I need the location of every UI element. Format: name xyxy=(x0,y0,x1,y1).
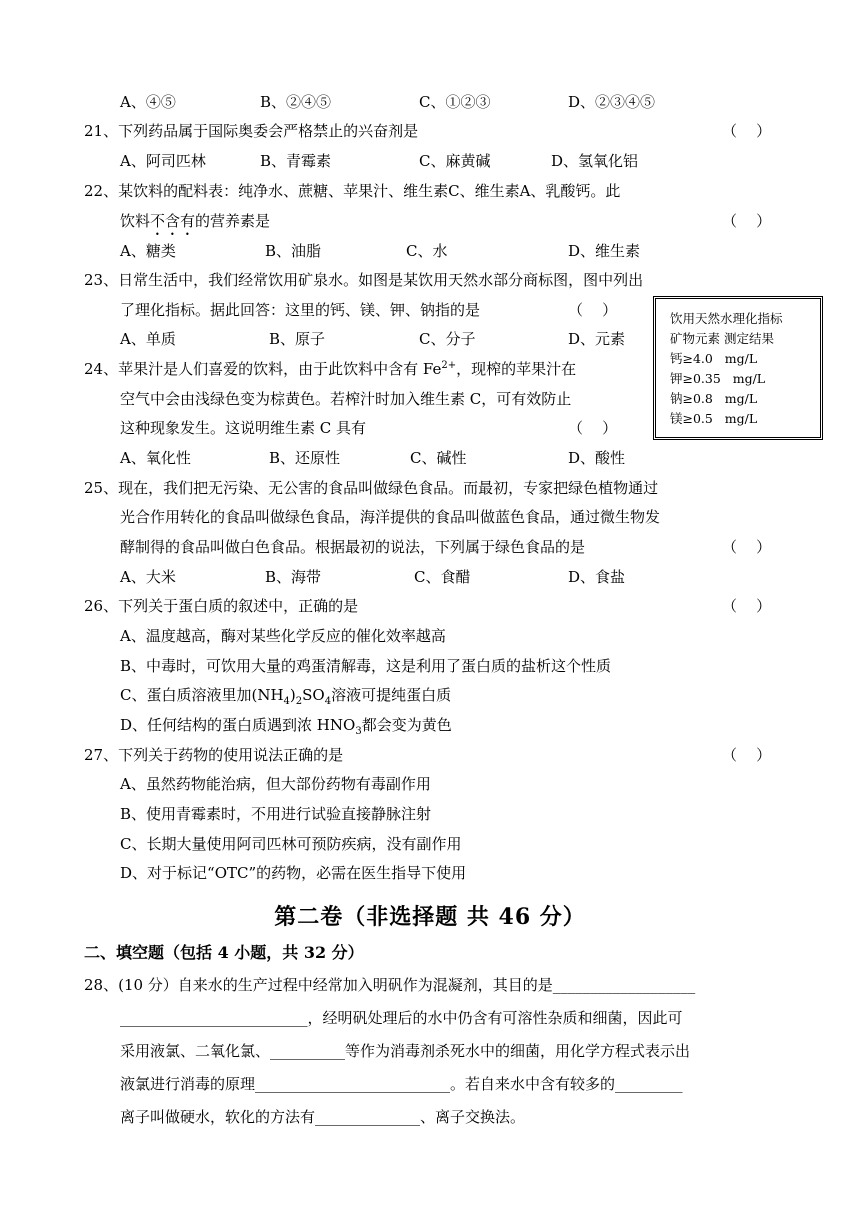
q26-stem: 26、下列关于蛋白质的叙述中，正确的是 xyxy=(84,597,359,615)
q22-option-b: B、油脂 xyxy=(265,242,322,260)
q24-stem-line3: 这种现象发生。这说明维生素 C 具有 xyxy=(120,419,367,437)
q27-option-a: A、虽然药物能治病，但大部份药物有毒副作用 xyxy=(120,775,431,793)
q24-option-c: C、碱性 xyxy=(410,449,467,467)
q26-option-c-pre: C、蛋白质溶液里加(NH xyxy=(120,686,284,704)
q20-option-d: D、②③④⑤ xyxy=(568,93,656,111)
q25-stem-line3: 酵制得的食品叫做白色食品。根据最初的说法，下列属于绿色食品的是 xyxy=(120,538,586,556)
water-label-row-magnesium: 镁≥0.5 mg/L xyxy=(670,411,758,426)
q26-option-d xyxy=(120,715,452,735)
q24-stem-pre: 24、苹果汁是人们喜爱的饮料，由于此饮料中含有 Fe xyxy=(84,360,442,378)
q25-stem-line2: 光合作用转化的食品叫做绿色食品，海洋提供的食品叫做蓝色食品，通过微生物发 xyxy=(120,508,661,526)
q28-line4: 液氯进行消毒的原理__________________________。若自来水中含有较多的_________ xyxy=(120,1075,683,1093)
q26-option-c-mid: ) xyxy=(289,686,296,704)
q20-option-b: B、②④⑤ xyxy=(260,93,332,111)
q24-option-a: A、氧化性 xyxy=(120,449,191,467)
q24-stem-line2: 空气中会由浅绿色变为棕黄色。若榨汁时加入维生素 C，可有效防止 xyxy=(120,390,572,408)
q27-option-b: B、使用青霉素时，不用进行试验直接静脉注射 xyxy=(120,805,432,823)
q28-line2: _________________________，经明矾处理后的水中仍含有可溶性杂质和细菌，因此可 xyxy=(120,1009,683,1027)
q22-option-a: A、糖类 xyxy=(120,242,176,260)
q21-option-d: D、氢氧化铝 xyxy=(551,152,639,170)
q21-answer-blank: （ ） xyxy=(722,122,772,140)
q26-option-c-so: SO xyxy=(302,686,325,704)
q26-option-d-post: 都会变为黄色 xyxy=(361,716,452,734)
q25-option-c: C、食醋 xyxy=(414,568,471,586)
q26-option-c-post: 溶液可提纯蛋白质 xyxy=(331,686,452,704)
q27-answer-blank: （ ） xyxy=(722,746,772,764)
q21-stem: 21、下列药品属于国际奥委会严格禁止的兴奋剂是 xyxy=(84,122,419,140)
q20-option-a: A、④⑤ xyxy=(120,93,176,111)
q25-option-a: A、大米 xyxy=(120,568,176,586)
q22-stem-line2 xyxy=(120,211,270,239)
q27-option-d: D、对于标记“OTC”的药物，必需在医生指导下使用 xyxy=(120,864,467,882)
q22-emphasis: 不含有 xyxy=(150,212,196,230)
q26-option-b: B、中毒时，可饮用大量的鸡蛋清解毒，这是利用了蛋白质的盐析这个性质 xyxy=(120,657,612,675)
q26-option-c-sub1: 4 xyxy=(283,696,290,707)
water-label-row-calcium: 钙≥4.0 mg/L xyxy=(670,351,758,366)
q22-answer-blank: （ ） xyxy=(722,212,772,230)
section2-title: 第二卷（非选择题 共 46 分） xyxy=(274,904,586,930)
q22-stem-line1: 22、某饮料的配料表：纯净水、蔗糖、苹果汁、维生素C、维生素A、乳酸钙。此 xyxy=(84,182,621,200)
q25-option-d: D、食盐 xyxy=(568,568,626,586)
q21-option-a: A、阿司匹林 xyxy=(120,152,206,170)
q27-stem: 27、下列关于药物的使用说法正确的是 xyxy=(84,746,344,764)
q25-stem-line1: 25、现在，我们把无污染、无公害的食品叫做绿色食品。而最初，专家把绿色植物通过 xyxy=(84,479,659,497)
water-label-title: 饮用天然水理化指标 xyxy=(670,311,783,326)
water-label-header: 矿物元素 测定结果 xyxy=(670,331,774,346)
q23-stem-line2: 了理化指标。据此回答：这里的钙、镁、钾、钠指的是 xyxy=(120,301,481,319)
q28-line1: 28、(10 分）自来水的生产过程中经常加入明矾作为混凝剂，其目的是___________________ xyxy=(84,976,696,994)
q26-answer-blank: （ ） xyxy=(722,597,772,615)
q26-option-c-sub2: 2 xyxy=(295,696,303,707)
q24-stem-line1 xyxy=(84,359,576,379)
q22-option-d: D、维生素 xyxy=(568,242,641,260)
q24-fe-charge: 2+ xyxy=(441,360,457,371)
q27-option-c: C、长期大量使用阿司匹林可预防疾病，没有副作用 xyxy=(120,835,462,853)
q23-option-b: B、原子 xyxy=(269,330,326,348)
q28-line5: 离子叫做硬水，软化的方法有______________、离子交换法。 xyxy=(120,1108,526,1126)
q23-option-a: A、单质 xyxy=(120,330,176,348)
q23-option-d: D、元素 xyxy=(568,330,626,348)
q24-option-b: B、还原性 xyxy=(269,449,341,467)
q24-option-d: D、酸性 xyxy=(568,449,626,467)
water-label-row-potassium: 钾≥0.35 mg/L xyxy=(670,371,766,386)
q20-option-c: C、①②③ xyxy=(419,93,491,111)
q22-option-c: C、水 xyxy=(406,242,448,260)
q22-stem-post: 的营养素是 xyxy=(195,212,271,230)
q24-stem-post: ，现榨的苹果汁在 xyxy=(456,360,577,378)
q21-option-b: B、青霉素 xyxy=(260,152,332,170)
q26-option-c xyxy=(120,685,451,705)
q23-answer-blank: （ ） xyxy=(568,301,618,319)
q26-option-d-sub: 3 xyxy=(355,726,362,737)
q28-line3: 采用液氯、二氧化氯、__________等作为消毒剂杀死水中的细菌，用化学方程式表示出 xyxy=(120,1042,691,1060)
water-label-box xyxy=(653,296,823,440)
q26-option-a: A、温度越高，酶对某些化学反应的催化效率越高 xyxy=(120,627,446,645)
q22-stem-pre: 饮料 xyxy=(120,212,151,230)
q23-stem-line1: 23、日常生活中，我们经常饮用矿泉水。如图是某饮用天然水部分商标图，图中列出 xyxy=(84,271,644,289)
q25-option-b: B、海带 xyxy=(265,568,322,586)
q26-option-c-sub3: 4 xyxy=(324,696,332,707)
q24-answer-blank: （ ） xyxy=(568,419,618,437)
q26-option-d-pre: D、任何结构的蛋白质遇到浓 HNO xyxy=(120,716,356,734)
q23-option-c: C、分子 xyxy=(419,330,476,348)
section2-subtitle: 二、填空题（包括 4 小题，共 32 分） xyxy=(84,943,364,962)
q21-option-c: C、麻黄碱 xyxy=(419,152,491,170)
q25-answer-blank: （ ） xyxy=(722,538,772,556)
water-label-row-sodium: 钠≥0.8 mg/L xyxy=(670,391,758,406)
